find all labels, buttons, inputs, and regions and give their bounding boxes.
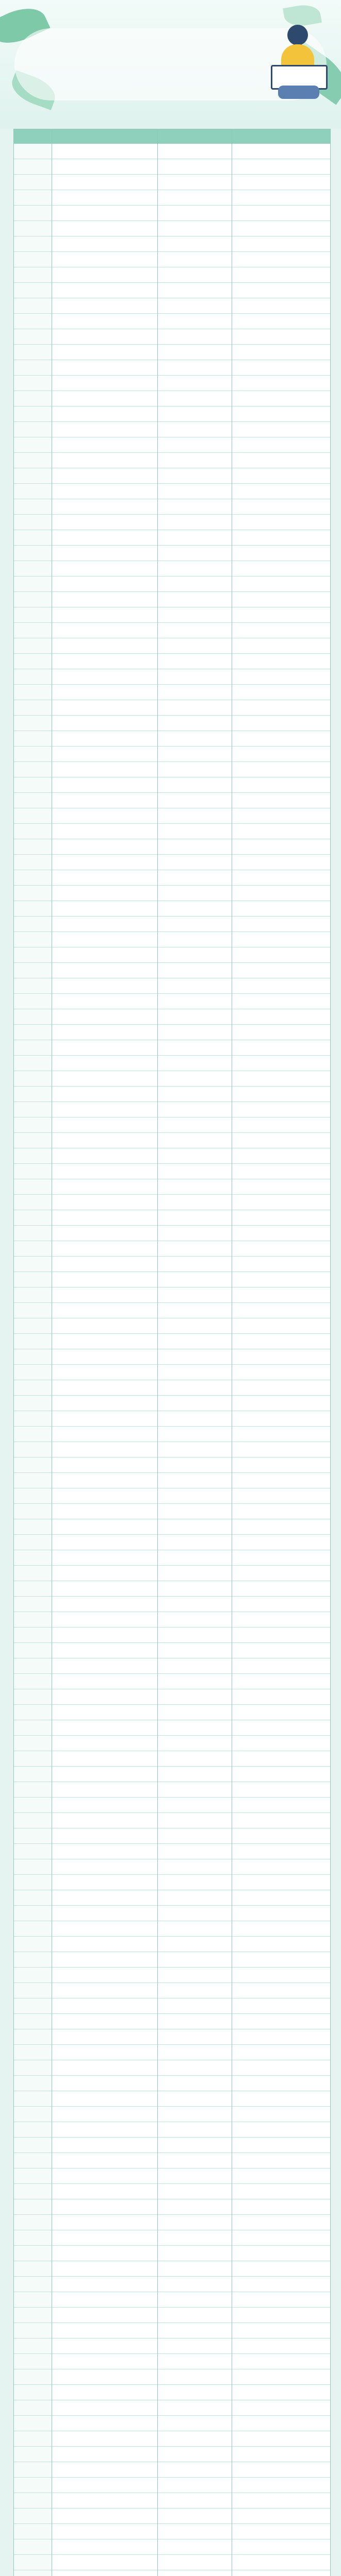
table-rows [14,144,330,2576]
table-header [14,129,330,144]
column-divider [157,129,158,2576]
header-banner [0,0,341,129]
reading-child-illustration [267,25,328,102]
activity-table [13,129,331,2576]
